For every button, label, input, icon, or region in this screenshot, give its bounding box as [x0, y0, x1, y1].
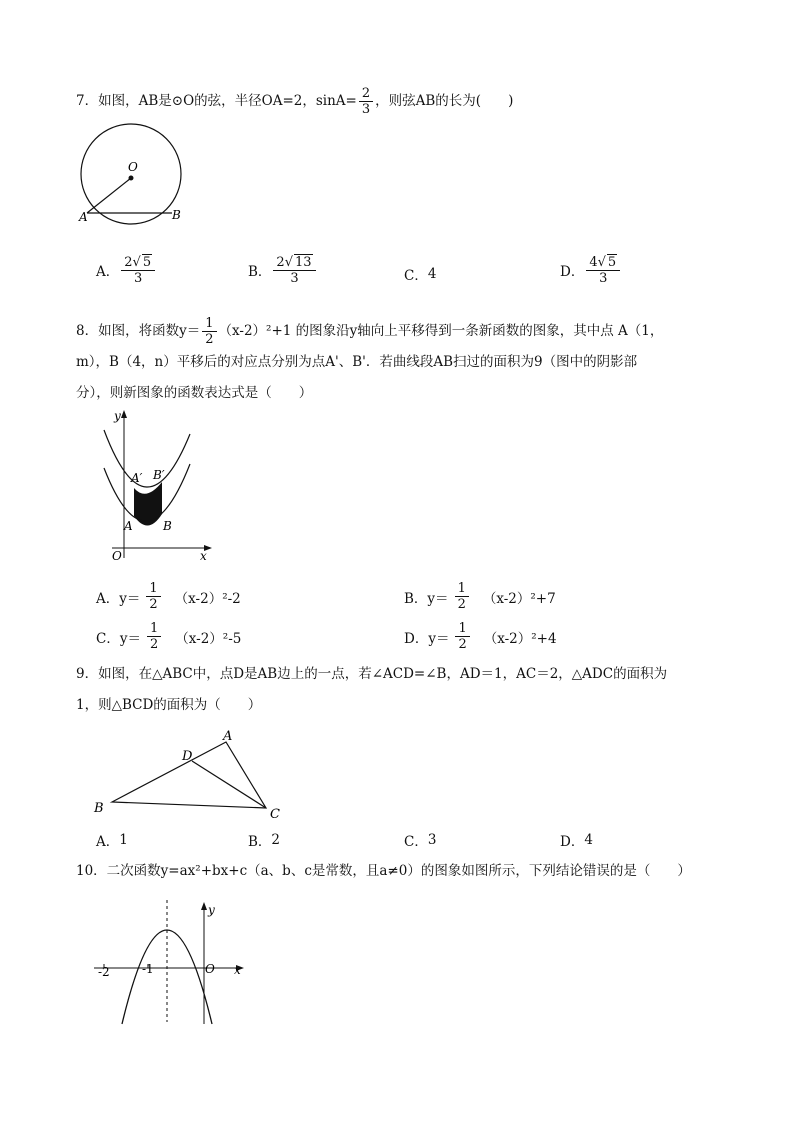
q10-stem-line1: 10．二次函数y=ax²+bx+c（a、b、c是常数，且a≠0）的图象如图所示，下列结论错误的是（ ） — [76, 863, 691, 879]
svg-text:B: B — [163, 519, 172, 533]
svg-text:A: A — [223, 729, 233, 744]
svg-text:O: O — [112, 549, 122, 563]
svg-text:-1: -1 — [142, 962, 154, 976]
label-B: B — [172, 208, 181, 222]
q7-option-b[interactable]: B． $\frac{2√ 13}{3}$ — [248, 254, 318, 286]
q9-option-b[interactable]: B． 2 — [248, 832, 281, 850]
svg-text:D: D — [182, 749, 193, 764]
q8-option-a[interactable]: A．y＝ $\frac{1}{2}$ （x-2）²-2 — [96, 581, 241, 612]
q7-option-a[interactable]: A． $\frac{2√ 5}{3}$ — [96, 254, 157, 286]
q10-parabola-figure — [90, 896, 260, 1026]
svg-text:A: A — [124, 519, 133, 533]
q8-stem-line1: 8．如图，将函数y＝ $\frac{1}{2}$ （x-2）²+1 的图象沿y轴向上平移得到一条新函数的图象，其中点 A（1， — [76, 316, 664, 347]
svg-text:x: x — [234, 963, 241, 977]
svg-text:B: B — [94, 801, 104, 816]
label-O: O — [128, 160, 138, 174]
q9-stem-line1: 9．如图，在△ABC中，点D是AB边上的一点，若∠ACD=∠B，AD＝1，AC＝2，△ADC的面积为 — [76, 666, 668, 682]
q9-triangle-figure — [90, 724, 300, 824]
svg-text:A′: A′ — [131, 471, 143, 485]
q9-option-d[interactable]: D． 4 — [560, 832, 593, 850]
q7-stem: 7．如图，AB是⊙O的弦，半径OA=2，sinA= $\frac{2}{3}$ ，则弦AB的长为( ) — [76, 86, 514, 117]
q9-option-a[interactable]: A． 1 — [96, 832, 128, 850]
svg-text:y: y — [114, 409, 121, 423]
q7-option-c[interactable]: C． 4 — [404, 266, 437, 284]
q8-stem-line3: 分），则新图象的函数表达式是（ ） — [76, 385, 313, 401]
q7-fraction: $\frac{2}{3}$ — [359, 86, 373, 117]
q8-parabola-figure — [90, 408, 220, 568]
svg-text:-2: -2 — [98, 965, 110, 979]
svg-text:O: O — [205, 962, 215, 976]
q9-stem-line2: 1，则△BCD的面积为（ ） — [76, 697, 262, 713]
label-A: A — [79, 210, 88, 224]
q8-option-b[interactable]: B．y＝ $\frac{1}{2}$ （x-2）²+7 — [404, 581, 556, 612]
q8-option-c[interactable]: C．y＝ $\frac{1}{2}$ （x-2）²-5 — [96, 621, 242, 652]
svg-text:B′: B′ — [153, 468, 165, 482]
svg-text:C: C — [270, 807, 280, 822]
q8-stem-line2: m），B（4，n）平移后的对应点分别为点A'、B'．若曲线段AB扫过的面积为9（图中的阴影部 — [76, 354, 638, 370]
q8-option-d[interactable]: D．y＝ $\frac{1}{2}$ （x-2）²+4 — [404, 621, 557, 652]
q7-circle-figure — [76, 120, 196, 230]
q7-option-d[interactable]: D． $\frac{4√ 5}{3}$ — [560, 254, 622, 286]
svg-text:y: y — [208, 903, 215, 917]
q9-option-c[interactable]: C． 3 — [404, 832, 437, 850]
svg-text:x: x — [200, 549, 207, 563]
